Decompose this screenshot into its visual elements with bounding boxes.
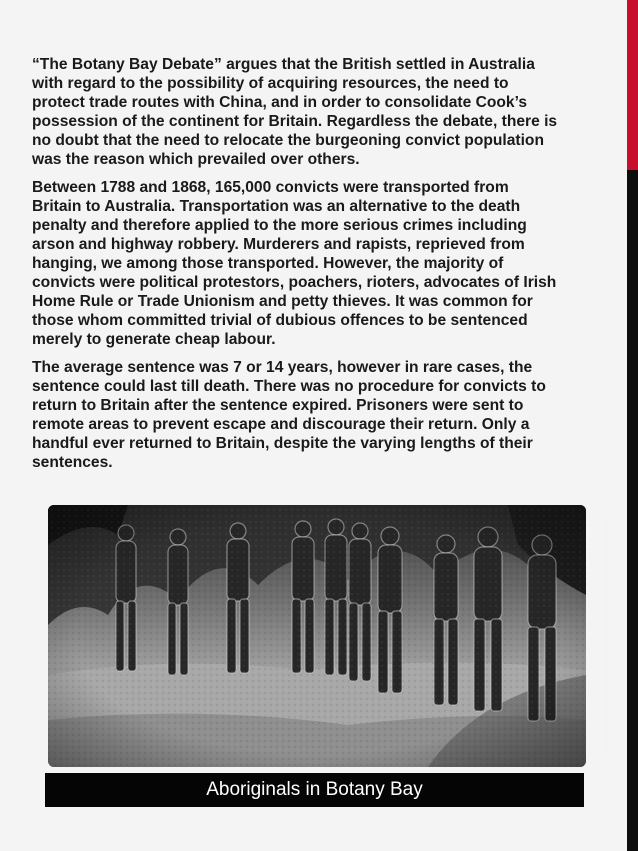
text-line: handful ever returned to Britain, despite the varying lengths of their [32, 435, 533, 452]
text-line: protect trade routes with China, and in order to consolidate Cook’s [32, 94, 528, 111]
text-line: penalty and therefore applied to the more serious crimes including [32, 217, 527, 234]
paragraph-3 [32, 358, 602, 472]
text-line: remote areas to prevent escape and discourage their return. Only a [32, 416, 530, 433]
text-line: hanging, we among those transported. However, the majority of [32, 255, 504, 272]
text-line: Home Rule or Trade Unionism and petty thieves. It was common for [32, 293, 533, 310]
text-line: merely to generate cheap labour. [32, 331, 276, 348]
text-line: no doubt that the need to relocate the burgeoning convict population [32, 132, 544, 149]
historical-photo [48, 505, 586, 767]
photo-caption: Aboriginals in Botany Bay [206, 779, 423, 800]
photo-caption-bar [45, 773, 584, 807]
text-line: return to Britain after the sentence expired. Prisoners were sent to [32, 397, 524, 414]
text-line: convicts were political protestors, poachers, rioters, advocates of Irish [32, 274, 557, 291]
text-line: was the reason which prevailed over others. [32, 151, 360, 168]
accent-bar-red [627, 0, 638, 170]
text-line: sentence could last till death. There was no procedure for convicts to [32, 378, 546, 395]
accent-bar-black [627, 170, 638, 851]
text-line: those whom committed trivial of dubious offences to be sentenced [32, 312, 528, 329]
text-line: sentences. [32, 454, 113, 471]
paragraph-1 [32, 55, 602, 169]
text-line: possession of the continent for Britain. Regardless the debate, there is [32, 113, 558, 130]
text-line: arson and highway robbery. Murderers and rapists, reprieved from [32, 236, 525, 253]
text-line: with regard to the possibility of acquiring resources, the need to [32, 75, 509, 92]
text-line: The average sentence was 7 or 14 years, however in rare cases, the [32, 359, 533, 376]
text-line: “The Botany Bay Debate” argues that the British settled in Australia [32, 56, 535, 73]
paragraph-2 [32, 178, 602, 349]
text-line: Britain to Australia. Transportation was an alternative to the death [32, 198, 521, 215]
text-line: Between 1788 and 1868, 165,000 convicts were transported from [32, 179, 509, 196]
body-text [32, 55, 602, 481]
